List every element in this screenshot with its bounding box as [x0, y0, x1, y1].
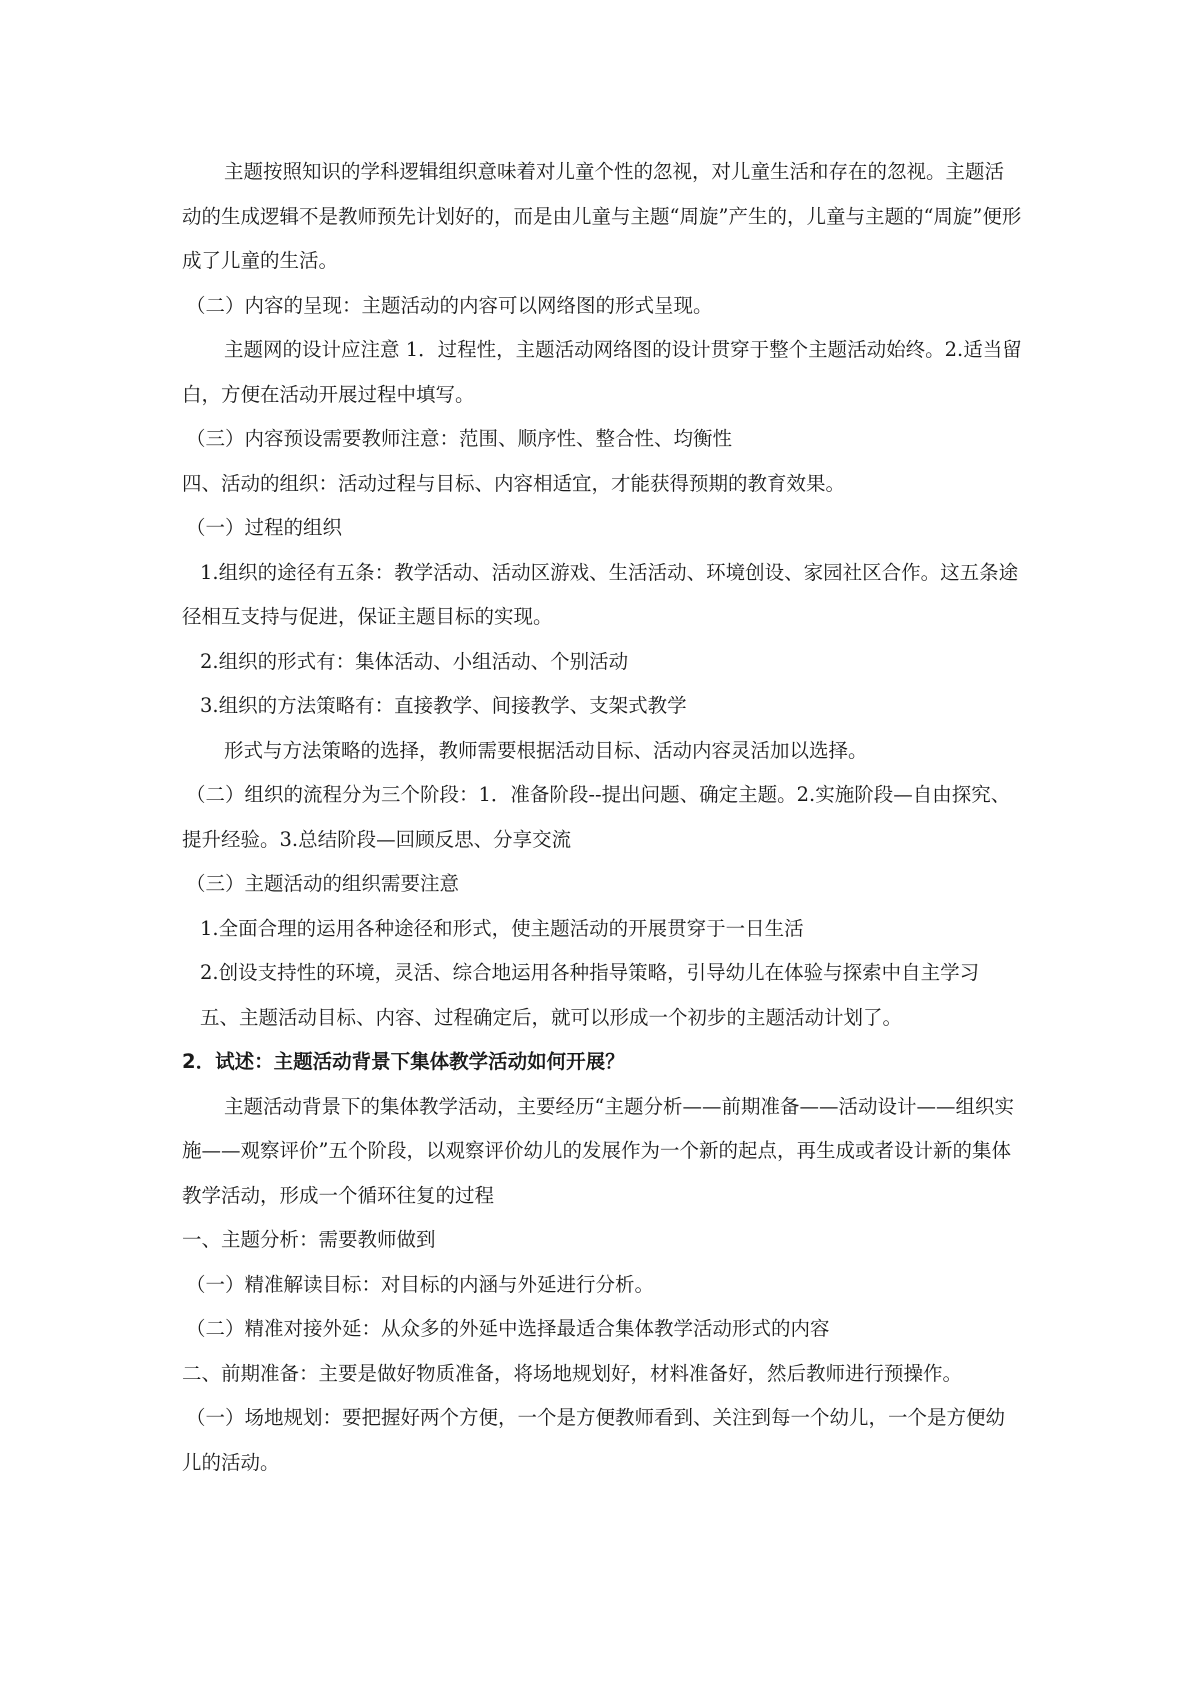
paragraph-theme-web-design: 主题网的设计应注意 1．过程性，主题活动网络图的设计贯穿于整个主题活动始终。2.适当留白，方便在活动开展过程中填写。	[182, 338, 1022, 406]
list-item-organization-paths: 1.组织的途径有五条：教学活动、活动区游戏、生活活动、环境创设、家园社区合作。这五条途径相互支持与促进，保证主题目标的实现。	[182, 560, 1019, 628]
paragraph-theme-logic: 主题按照知识的学科逻辑组织意味着对儿童个性的忽视，对儿童生活和存在的忽视。主题活动的生成逻辑不是教师预先计划好的，而是由儿童与主题“周旋”产生的，儿童与主题的“周旋”便形成了儿童的生活。	[182, 160, 1022, 272]
document-body	[182, 150, 1022, 1485]
paragraph-organization-flow: （二）组织的流程分为三个阶段：1．准备阶段--提出问题、确定主题。2.实施阶段—自由探究、提升经验。3.总结阶段—回顾反思、分享交流	[182, 783, 1011, 851]
subheading-process-organization: （一）过程的组织	[186, 516, 343, 539]
heading-activity-organization: 四、活动的组织：活动过程与目标、内容相适宜，才能获得预期的教育效果。	[182, 471, 846, 495]
heading-theme-analysis: 一、主题分析：需要教师做到	[182, 1228, 436, 1251]
list-item-note-2: 2.创设支持性的环境，灵活、综合地运用各种指导策略，引导幼儿在体验与探索中自主学习	[200, 961, 980, 984]
paragraph-content-preset: （三）内容预设需要教师注意：范围、顺序性、整合性、均衡性	[186, 427, 733, 450]
subheading-interpret-goals: （一）精准解读目标：对目标的内涵与外延进行分析。	[186, 1272, 655, 1296]
paragraph-collective-teaching-stages: 主题活动背景下的集体教学活动，主要经历“主题分析——前期准备——活动设计——组织实施——观察评价”五个阶段，以观察评价幼儿的发展作为一个新的起点，再生成或者设计新的集体教学活动，形成一个循环往复的过程	[182, 1094, 1014, 1207]
subheading-match-extension: （二）精准对接外延：从众多的外延中选择最适合集体教学活动形式的内容	[186, 1317, 830, 1340]
paragraph-method-selection: 形式与方法策略的选择，教师需要根据活动目标、活动内容灵活加以选择。	[224, 738, 868, 762]
subheading-organization-notes: （三）主题活动的组织需要注意	[186, 872, 460, 895]
list-item-note-1: 1.全面合理的运用各种途径和形式，使主题活动的开展贯穿于一日生活	[200, 916, 804, 940]
list-item-organization-methods: 3.组织的方法策略有：直接教学、间接教学、支架式教学	[200, 694, 687, 717]
list-item-organization-forms: 2.组织的形式有：集体活动、小组活动、个别活动	[200, 649, 629, 673]
heading-preparation: 二、前期准备：主要是做好物质准备，将场地规划好，材料准备好，然后教师进行预操作。	[182, 1361, 963, 1385]
question-heading-2: 2．试述：主题活动背景下集体教学活动如何开展？	[182, 1050, 625, 1073]
paragraph-content-presentation: （二）内容的呈现：主题活动的内容可以网络图的形式呈现。	[186, 293, 713, 317]
heading-activity-plan: 五、主题活动目标、内容、过程确定后，就可以形成一个初步的主题活动计划了。	[200, 1005, 903, 1029]
subheading-venue-planning: （一）场地规划：要把握好两个方便，一个是方便教师看到、关注到每一个幼儿，一个是方便幼儿的活动。	[182, 1406, 1006, 1474]
